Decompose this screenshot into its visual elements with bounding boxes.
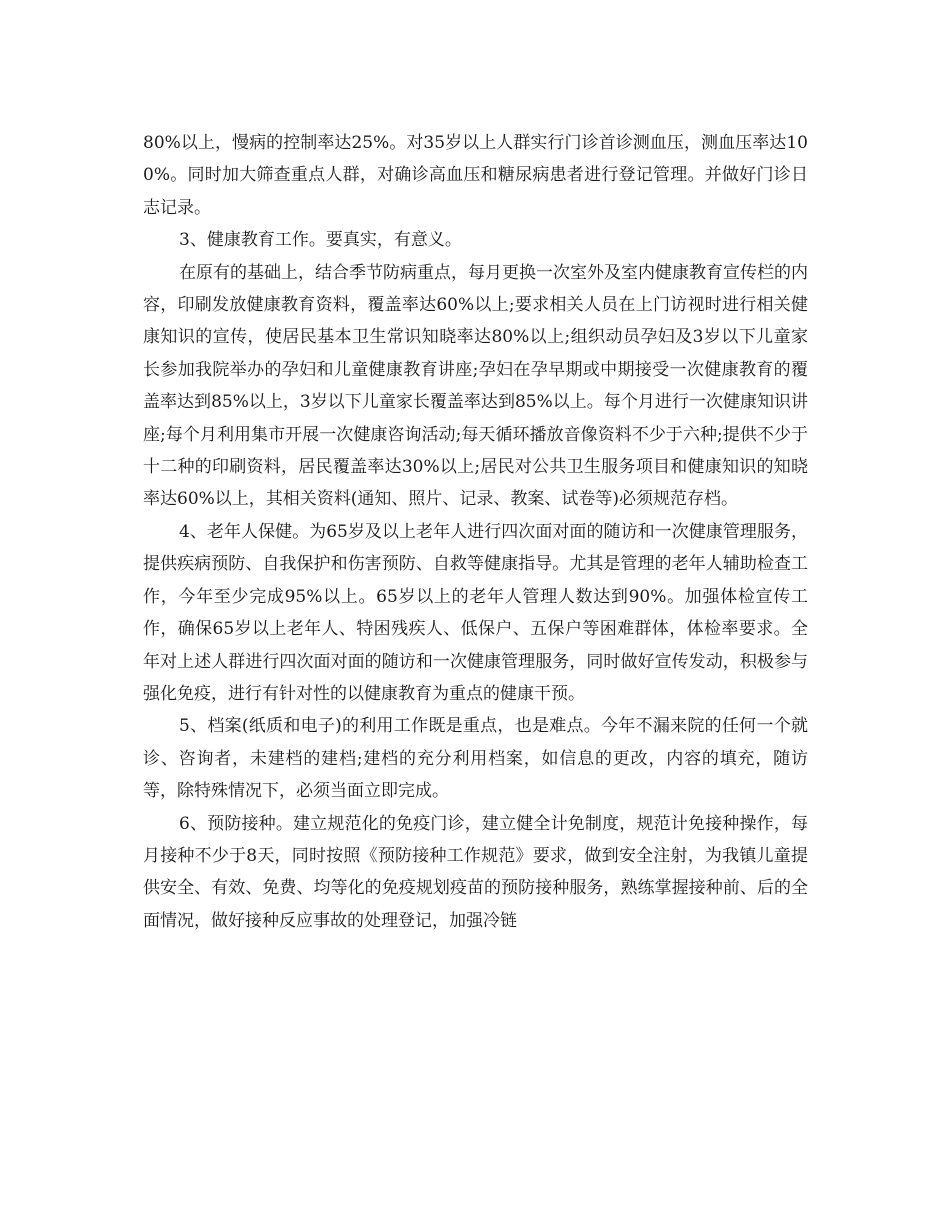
- paragraph-records-management: 5、档案(纸质和电子)的利用工作既是重点，也是难点。今年不漏来院的任何一个就诊、咨询者，未建档的建档;建档的充分利用档案，如信息的更改，内容的填充，随访等，除特殊情况下，必须当面立即完成。: [143, 716, 808, 802]
- paragraph-health-education-heading: 3、健康教育工作。要真实，有意义。: [179, 230, 462, 251]
- paragraph-continuation: 80%以上，慢病的控制率达25%。对35岁以上人群实行门诊首诊测血压，测血压率达100%。同时加大筛查重点人群，对确诊高血压和糖尿病患者进行登记管理。并做好门诊日志记录。: [143, 133, 808, 218]
- paragraph-health-education-body: 在原有的基础上，结合季节防病重点，每月更换一次室外及室内健康教育宣传栏的内容，印刷发放健康教育资料，覆盖率达60%以上;要求相关人员在上门访视时进行相关健康知识的宣传，使居民基本卫生常识知晓率达80%以上;组织动员孕妇及3岁以下儿童家长参加我院举办的孕妇和儿童健康教育讲座;孕妇在孕早期或中期接受一次健康教育的覆盖率达到85%以上，3岁以下儿童家长覆盖率达到85%以上。每个月进行一次健康知识讲座;每个月利用集市开展一次健康咨询活动;每天循环播放音像资料不少于六种;提供不少于十二种的印刷资料，居民覆盖率达30%以上;居民对公共卫生服务项目和健康知识的知晓率达60%以上，其相关资料(通知、照片、记录、教案、试卷等)必须规范存档。: [143, 262, 808, 510]
- document-body: [143, 127, 808, 937]
- paragraph-vaccination: 6、预防接种。建立规范化的免疫门诊，建立健全计免制度，规范计免接种操作，每月接种不少于8天，同时按照《预防接种工作规范》要求，做到安全注射，为我镇儿童提供安全、有效、免费、均等化的免疫规划疫苗的预防接种服务，熟练掌握接种前、后的全面情况，做好接种反应事故的处理登记，加强冷链: [143, 813, 808, 931]
- paragraph-elderly-care: 4、老年人保健。为65岁及以上老年人进行四次面对面的随访和一次健康管理服务，提供疾病预防、自我保护和伤害预防、自救等健康指导。尤其是管理的老年人辅助检查工作，今年至少完成95%以上。65岁以上的老年人管理人数达到90%。加强体检宣传工作，确保65岁以上老年人、特困残疾人、低保户、五保户等困难群体，体检率要求。全年对上述人群进行四次面对面的随访和一次健康管理服务，同时做好宣传发动，积极参与强化免疫，进行有针对性的以健康教育为重点的健康干预。: [143, 521, 808, 704]
